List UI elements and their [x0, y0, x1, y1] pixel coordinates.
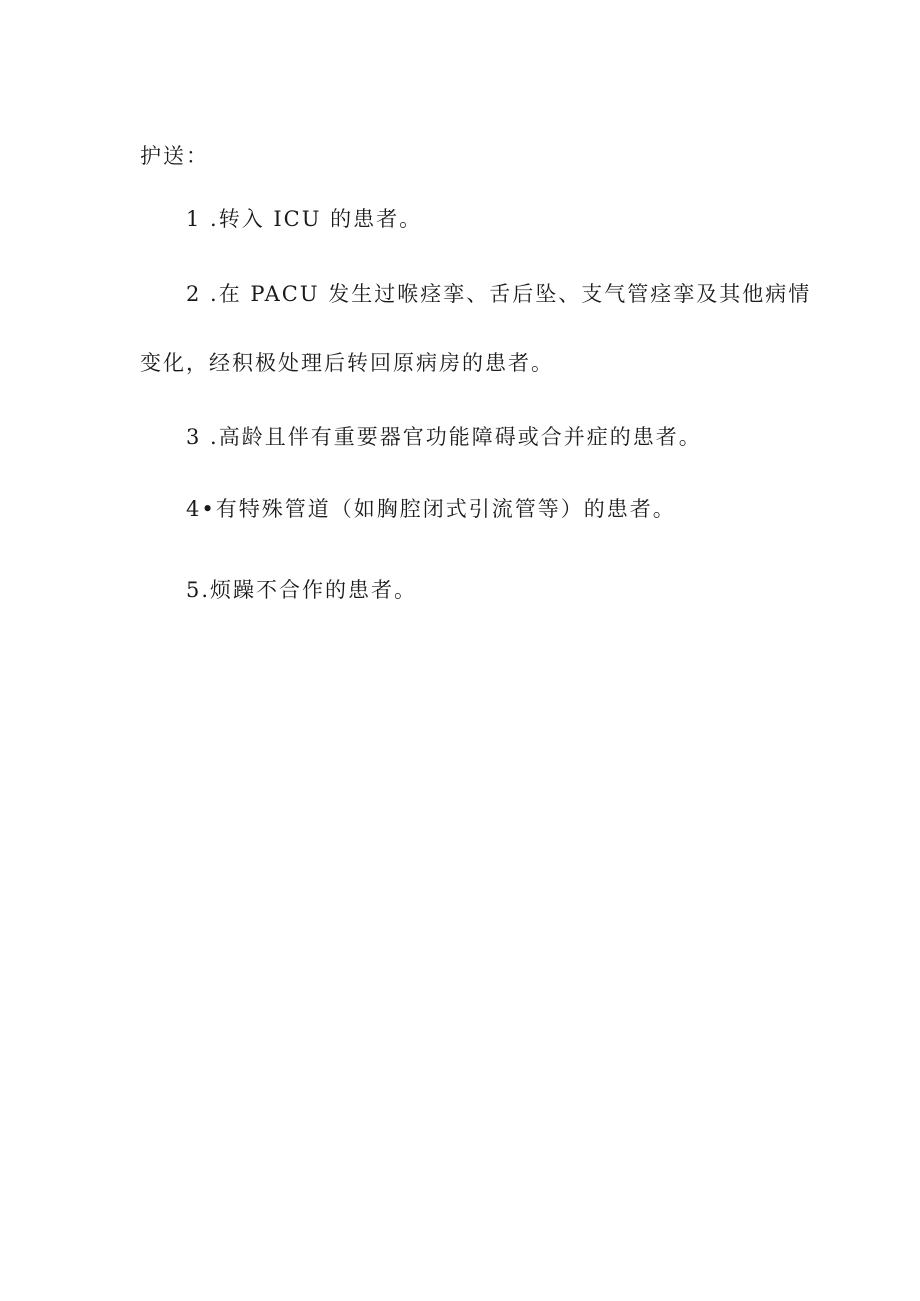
list-item-3: 3 .高龄且伴有重要器官功能障碍或合并症的患者。 — [186, 425, 702, 449]
list-item-1: 1 .转入 ICU 的患者。 — [186, 207, 423, 231]
list-item-2-line-2: 变化，经积极处理后转回原病房的患者。 — [140, 351, 554, 375]
list-item-5: 5.烦躁不合作的患者。 — [186, 578, 418, 602]
section-heading: 护送： — [140, 144, 209, 168]
list-item-4: 4•有特殊管道（如胸腔闭式引流管等）的患者。 — [186, 497, 676, 521]
list-item-2-line-1: 2 .在 PACU 发生过喉痉挛、舌后坠、支气管痉挛及其他病情 — [186, 282, 812, 306]
